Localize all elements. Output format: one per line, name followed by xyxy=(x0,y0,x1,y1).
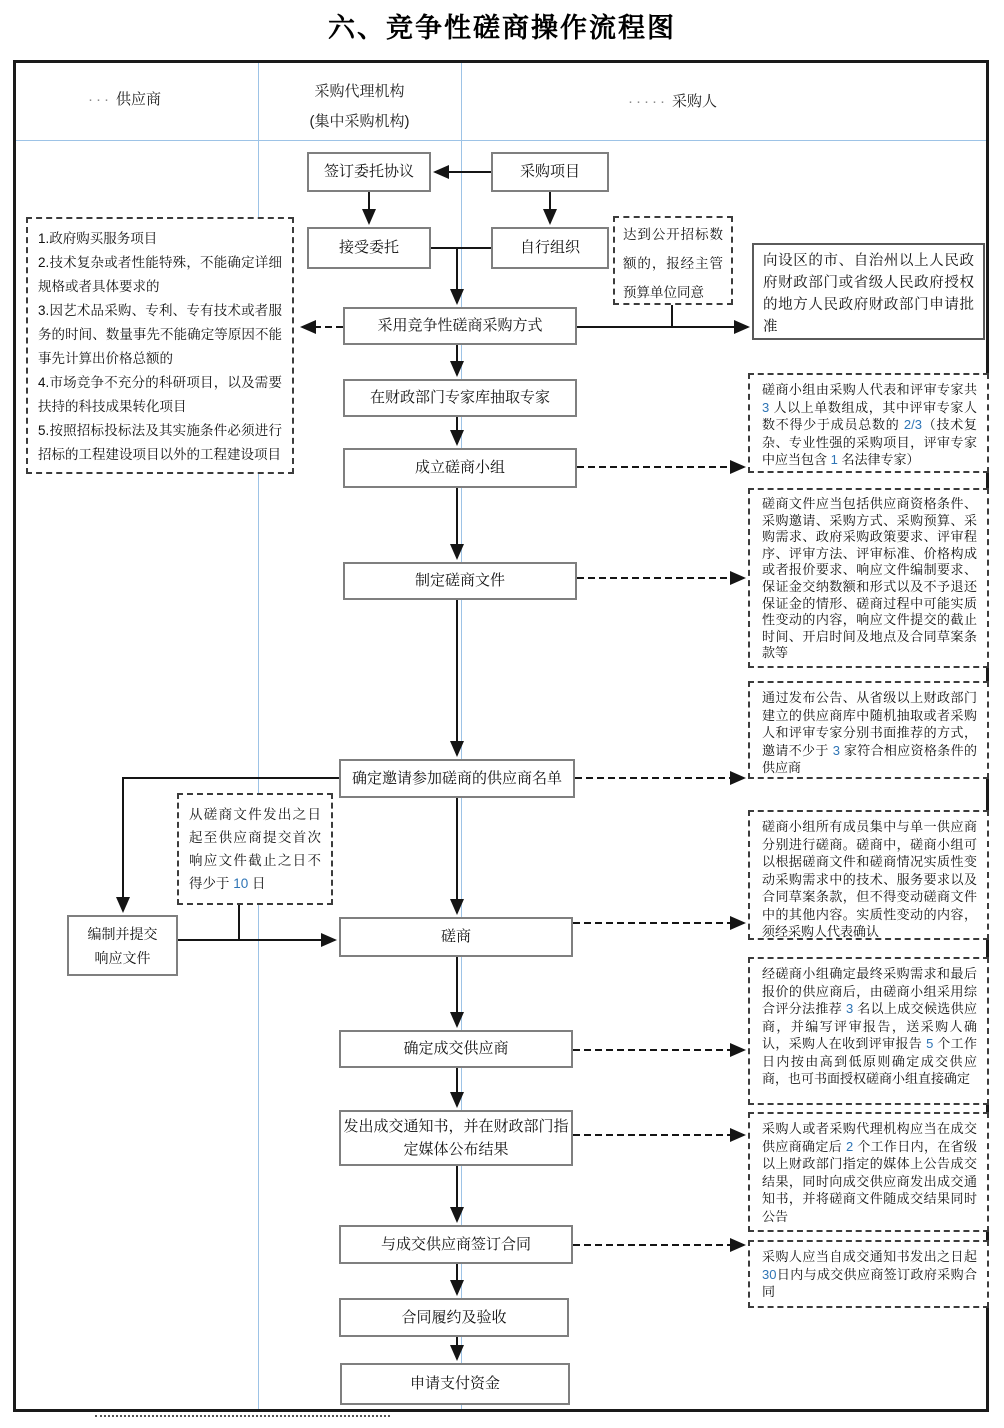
node-issue-award-notice: 发出成交通知书，并在财政部门指定媒体公布结果 xyxy=(339,1110,573,1166)
lane-header-agency xyxy=(258,80,461,131)
condition-item: 5.按照招标投标法及其实施条件必须进行招标的工程建设项目以外的工程建设项目 xyxy=(38,423,282,462)
node-determine-winner: 确定成交供应商 xyxy=(339,1030,573,1068)
note-result-announcement: 采购人或者采购代理机构应当在成交供应商确定后 2 个工作日内，在省级以上财政部门指定的媒体上公告成交结果，同时向成交供应商发出成交通知书，并将磋商文件随成交结果同时公告 xyxy=(748,1112,989,1232)
lane-header-agency-line2: (集中采购机构) xyxy=(309,113,410,130)
lane-header-purchaser xyxy=(628,90,717,111)
note-winner-determination: 经磋商小组确定最终采购需求和最后报价的供应商后，由磋商小组采用综合评分法推荐 3 名以上成交候选供应商，并编写评审报告，送采购人确认，采购人在收到评审报告 5 个工作日内按由高到低原则确定成交供应商，也可书面授权磋商小组直接确定 xyxy=(748,957,989,1105)
leader-dots: ··· xyxy=(88,91,112,108)
node-accept-entrust: 接受委托 xyxy=(307,227,431,269)
note-invitation-method: 通过发布公告、从省级以上财政部门建立的供应商库中随机抽取或者采购人和评审专家分别书面推荐的方式，邀请不少于 3 家符合相应资格条件的供应商 xyxy=(748,681,989,779)
lane-divider-right xyxy=(461,63,462,1409)
node-extract-experts: 在财政部门专家库抽取专家 xyxy=(343,379,577,417)
node-procurement-project: 采购项目 xyxy=(491,152,609,192)
lane-header-supplier xyxy=(88,88,161,109)
note-group-composition: 磋商小组由采购人代表和评审专家共 3 人以上单数组成，其中评审专家人数不得少于成员总数的 2/3（技术复杂、专业性强的采购项目，评审专家中应当包含 1 名法律专家） xyxy=(748,373,989,473)
condition-item: 2.技术复杂或者性能特殊，不能确定详细规格或者具体要求的 xyxy=(38,255,282,294)
note-docs-content: 磋商文件应当包括供应商资格条件、采购邀请、采购方式、采购预算、采购需求、政府采购政策要求、评审程序、评审方法、评审标准、价格构成或者报价要求、响应文件编制要求、保证金交纳数额和形式以及不予退还保证金的情形、磋商过程中可能实质性变动的内容，响应文件提交的截止时间、开启时间及地点及合同草案条款等 xyxy=(748,488,989,668)
node-contract-performance: 合同履约及验收 xyxy=(339,1298,569,1337)
lane-header-purchaser-label: 采购人 xyxy=(671,93,717,110)
node-sign-contract: 与成交供应商签订合同 xyxy=(339,1225,573,1264)
node-negotiate: 磋商 xyxy=(339,917,573,957)
node-self-organize: 自行组织 xyxy=(491,227,609,269)
note-apply-approval: 向设区的市、自治州以上人民政府财政部门或省级人民政府授权的地方人民政府财政部门申请批准 xyxy=(752,243,985,340)
node-adopt-method: 采用竞争性磋商采购方式 xyxy=(343,307,577,345)
lane-header-supplier-label: 供应商 xyxy=(116,91,162,108)
node-prepare-response-docs xyxy=(67,915,178,976)
lane-header-separator xyxy=(16,140,986,141)
node-apply-payment: 申请支付资金 xyxy=(340,1363,570,1405)
node-form-negotiation-group: 成立磋商小组 xyxy=(343,448,577,488)
condition-item: 1.政府购买服务项目 xyxy=(38,231,158,246)
bottom-dotted-line xyxy=(95,1415,390,1417)
lane-header-agency-line1: 采购代理机构 xyxy=(314,83,405,100)
note-contract-deadline: 采购人应当自成交通知书发出之日起30日内与成交供应商签订政府采购合同 xyxy=(748,1240,989,1308)
condition-item: 4.市场竞争不充分的科研项目，以及需要扶持的科技成果转化项目 xyxy=(38,375,282,414)
response-line1: 编制并提交 xyxy=(87,925,158,942)
note-response-period: 从磋商文件发出之日起至供应商提交首次响应文件截止之日不得少于 10 日 xyxy=(177,793,333,905)
response-line2: 响应文件 xyxy=(94,949,151,966)
node-prepare-negotiation-docs: 制定磋商文件 xyxy=(343,562,577,600)
note-negotiation-rules: 磋商小组所有成员集中与单一供应商分别进行磋商。磋商中，磋商小组可以根据磋商文件和磋商情况实质性变动采购需求中的技术、服务要求以及合同草案条款，但不得变动磋商文件中的其他内容。实质性变动的内容，须经采购人代表确认 xyxy=(748,810,989,940)
node-determine-supplier-list: 确定邀请参加磋商的供应商名单 xyxy=(339,759,575,798)
condition-item: 3.因艺术品采购、专利、专有技术或者服务的时间、数量事先不能确定等原因不能事先计算出价格总额的 xyxy=(38,303,282,366)
note-applicable-conditions xyxy=(26,217,294,474)
page-title: 六、竞争性磋商操作流程图 xyxy=(328,13,676,43)
node-sign-agreement: 签订委托协议 xyxy=(307,152,431,192)
leader-dots: ····· xyxy=(628,93,668,110)
note-open-tender-threshold: 达到公开招标数额的，报经主管预算单位同意 xyxy=(613,216,733,305)
